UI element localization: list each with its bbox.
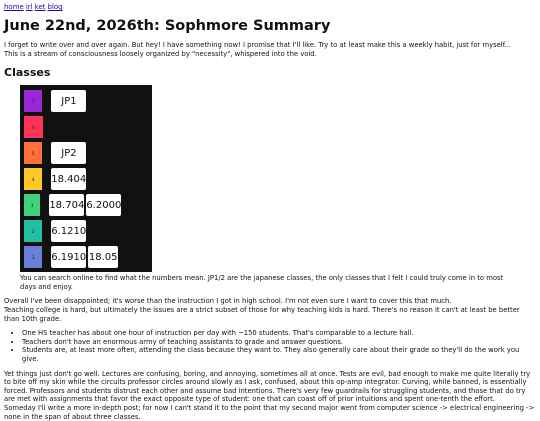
paragraph-overall — [4, 297, 536, 323]
page-title: June 22nd, 2026th: Sophmore Summary — [4, 18, 331, 34]
class-row-swatch: 5 — [24, 142, 42, 164]
nav-link-home[interactable]: home — [4, 3, 24, 11]
class-cell — [123, 194, 150, 216]
classes-caption: You can search online to find what the numbers mean. JP1/2 are the japanese classes, the only classes that I felt I could truly come in to most days and enjoy. — [20, 274, 504, 291]
paragraph-line: Yet things just don't go well. Lectures are confusing, boring, and annoying, sometimes all at once. Tests are evil, bad enough to make me quite literally try to bite off my skin while the circuits professor circles around slowly as I ask, confused, about this op-amp integrator. Curving, while banned, is essentially forced. Professors and students distrust each other and assume bad intentions. There's very few guardrails for struggling students, and those that do try are met with assignments that favor the exact opposite type of student: one that can coast off of prior intuitions and spent one-tenth the effort. — [4, 369, 531, 404]
class-cell — [88, 168, 118, 190]
class-cell — [88, 90, 118, 112]
class-row — [24, 167, 152, 191]
class-cell — [120, 246, 150, 268]
class-cell — [120, 90, 150, 112]
class-cell — [120, 168, 150, 190]
class-row — [24, 219, 152, 243]
nav-link-ket[interactable]: ket — [34, 3, 46, 11]
class-cell — [88, 142, 118, 164]
class-cell — [120, 142, 150, 164]
class-row-swatch: 3 — [24, 194, 40, 216]
class-row — [24, 141, 152, 165]
class-row — [24, 115, 152, 139]
class-cell — [119, 116, 150, 138]
class-row-swatch: 2 — [24, 220, 42, 242]
top-nav — [4, 3, 536, 12]
paragraph-line: Overall I've been disappointed; it's worse than the instruction I got in high school. I'm not even sure I want to cover this that much. — [4, 297, 452, 306]
class-row-swatch: 7 — [24, 90, 42, 112]
class-cell — [85, 116, 116, 138]
class-row — [24, 245, 152, 269]
class-cell — [120, 220, 150, 242]
nav-link-blog[interactable]: blog — [47, 3, 63, 11]
class-row-swatch: 4 — [24, 168, 42, 190]
classes-heading: Classes — [4, 66, 51, 80]
class-cell: 18.05 — [88, 246, 118, 268]
class-cell: 18.704 — [49, 194, 84, 216]
class-cell: JP2 — [51, 142, 86, 164]
nav-link-irl[interactable]: irl — [25, 3, 33, 11]
class-cell: 6.1910 — [51, 246, 86, 268]
intro-line: This is a stream of consciousness loosely organized by "necessity", whispered into the void. — [4, 49, 317, 58]
class-grid — [20, 85, 152, 272]
list-item: • Students are, at least more often, attending the class because they want to. They also generally care about their grade so they'll do the work you give. — [22, 346, 536, 363]
class-cell: 6.2000 — [86, 194, 121, 216]
paragraph-line: Teaching college is hard, but ultimately the issues are a strict subset of those for why teaching kids is hard. There's no reason it can't at least be better than 10th grade. — [4, 305, 520, 323]
list-item: • One HS teacher has about one hour of instruction per day with ~150 students. That's comparable to a lecture hall. — [22, 329, 536, 338]
class-cell: JP1 — [51, 90, 86, 112]
class-cell: 6.1210 — [51, 220, 86, 242]
class-row — [24, 89, 152, 113]
class-cell — [52, 116, 83, 138]
intro-line: I forget to write over and over again. But hey! I have something now! I promise that I'll like. Try to at least make this a weekly habit, just for myself... — [4, 41, 512, 49]
class-row-swatch: 1 — [24, 246, 42, 268]
intro — [4, 41, 536, 58]
class-row-swatch: 6 — [24, 116, 43, 138]
paragraph-line: Someday I'll write a more in-depth post; for now I can't stand it to the point that my second major went from computer science -> electrical engineering -> none in the span of about three classes. — [4, 403, 535, 421]
bullet-list — [4, 329, 536, 363]
class-cell — [88, 220, 118, 242]
class-row — [24, 193, 152, 217]
list-item: • Teachers don't have an enormous army of teaching assistants to grade and answer questions. — [22, 338, 536, 347]
class-cell: 18.404 — [51, 168, 86, 190]
paragraph-yet — [4, 370, 536, 421]
